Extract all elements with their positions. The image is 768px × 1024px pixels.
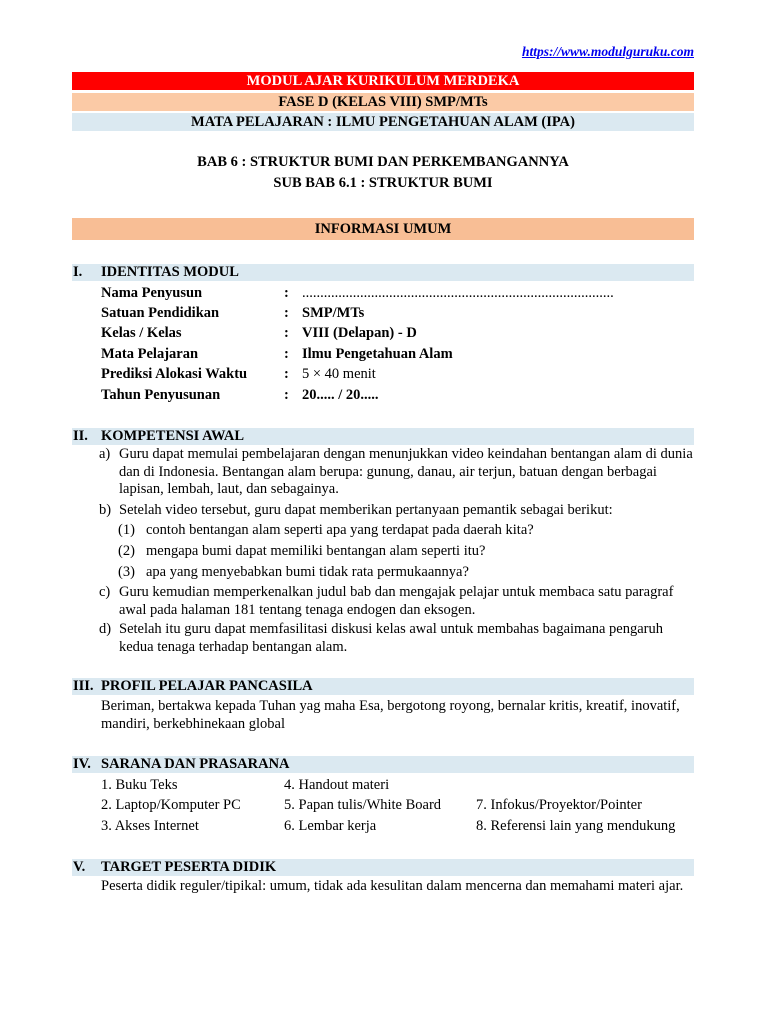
identity-label: Nama Penyusun — [101, 285, 203, 301]
identity-colon: : — [284, 387, 289, 403]
section-kompetensi-heading — [72, 428, 694, 445]
question-marker: (2) — [118, 543, 135, 559]
section-number: I. — [73, 264, 83, 280]
list-marker: d) — [99, 621, 112, 637]
identity-label: Kelas / Kelas — [101, 325, 182, 341]
list-item — [101, 621, 701, 656]
general-info-heading: INFORMASI UMUM — [72, 218, 694, 240]
section-title: PROFIL PELAJAR PANCASILA — [101, 678, 313, 694]
list-text: Guru dapat memulai pembelajaran dengan menunjukkan video keindahan bentangan alam di dunia dan di Indonesia. Bentangan alam berupa: gunung, danau, air terjun, batuan dengan berbagai lapisan, lembah, laut, dan sebagainya. — [119, 446, 693, 497]
facility-item: 5. Papan tulis/White Board — [284, 797, 442, 813]
facility-item: 7. Infokus/Proyektor/Pointer — [476, 797, 642, 813]
facility-item: 8. Referensi lain yang mendukung — [476, 818, 676, 834]
target-text: Peserta didik reguler/tipikal: umum, tidak ada kesulitan dalam mencerna dan memahami materi ajar. — [101, 878, 684, 894]
section-title: SARANA DAN PRASARANA — [101, 756, 290, 772]
question-item — [118, 541, 485, 561]
section-identitas-heading — [72, 264, 694, 281]
section-sarana-heading — [72, 756, 694, 773]
facility-item: 4. Handout materi — [284, 777, 390, 793]
identity-label: Tahun Penyusunan — [101, 387, 221, 403]
list-marker: a) — [99, 446, 111, 462]
phase-band: FASE D (KELAS VIII) SMP/MTs — [72, 93, 694, 111]
question-item — [118, 520, 534, 540]
list-item — [101, 584, 701, 619]
question-marker: (3) — [118, 564, 135, 580]
identity-colon: : — [284, 305, 289, 321]
section-number: II. — [73, 428, 88, 444]
module-title-band: MODUL AJAR KURIKULUM MERDEKA — [72, 72, 694, 90]
section-number: III. — [73, 678, 94, 694]
identity-value-author: ...................................................................................... — [302, 285, 614, 301]
section-number: V. — [73, 859, 86, 875]
list-marker: b) — [99, 502, 112, 518]
facility-item: 6. Lembar kerja — [284, 818, 377, 834]
identity-colon: : — [284, 366, 289, 382]
list-item — [101, 502, 701, 520]
list-item — [101, 446, 701, 499]
section-number: IV. — [73, 756, 91, 772]
section-title: IDENTITAS MODUL — [101, 264, 239, 280]
facility-item: 2. Laptop/Komputer PC — [101, 797, 241, 813]
identity-value-year: 20..... / 20..... — [302, 387, 379, 403]
question-marker: (1) — [118, 522, 135, 538]
profil-text: Beriman, bertakwa kepada Tuhan yag maha Esa, bergotong royong, bernalar kritis, kreatif, inovatif, mandiri, berkebhinekaan global — [101, 698, 680, 732]
identity-colon: : — [284, 325, 289, 341]
list-marker: c) — [99, 584, 111, 600]
section-target-heading — [72, 859, 694, 876]
list-text: Setelah itu guru dapat memfasilitasi diskusi kelas awal untuk membahas bagaimana pengaruh kedua tenaga terhadap bentangan alam. — [119, 621, 664, 655]
section-profil-heading — [72, 678, 694, 695]
identity-value-school: SMP/MTs — [302, 305, 365, 321]
question-item — [118, 562, 469, 582]
identity-value-subject: Ilmu Pengetahuan Alam — [302, 346, 453, 362]
identity-label: Mata Pelajaran — [101, 346, 199, 362]
identity-colon: : — [284, 346, 289, 362]
section-title: KOMPETENSI AWAL — [101, 428, 245, 444]
identity-label: Satuan Pendidikan — [101, 305, 220, 321]
identity-value-class: VIII (Delapan) - D — [302, 325, 417, 341]
facility-item: 1. Buku Teks — [101, 777, 178, 793]
identity-value-time: 5 × 40 menit — [302, 366, 376, 382]
section-title: TARGET PESERTA DIDIK — [101, 859, 277, 875]
subchapter-title: SUB BAB 6.1 : STRUKTUR BUMI — [273, 175, 493, 191]
facility-item: 3. Akses Internet — [101, 818, 199, 834]
list-text: Guru kemudian memperkenalkan judul bab dan mengajak pelajar untuk membaca satu paragraf awal pada halaman 181 tentang tenaga endogen dan eksogen. — [119, 584, 674, 618]
identity-label: Prediksi Alokasi Waktu — [101, 366, 248, 382]
question-text: contoh bentangan alam seperti apa yang terdapat pada daerah kita? — [146, 522, 534, 538]
identity-colon: : — [284, 285, 289, 301]
question-text: apa yang menyebabkan bumi tidak rata permukaannya? — [146, 564, 469, 580]
list-text: Setelah video tersebut, guru dapat memberikan pertanyaan pemantik sebagai berikut: — [119, 502, 613, 518]
subject-band: MATA PELAJARAN : ILMU PENGETAHUAN ALAM (IPA) — [72, 113, 694, 131]
website-link[interactable]: https://www.modulguruku.com — [521, 44, 694, 59]
chapter-title: BAB 6 : STRUKTUR BUMI DAN PERKEMBANGANNYA — [197, 154, 569, 170]
question-text: mengapa bumi dapat memiliki bentangan alam seperti itu? — [146, 543, 486, 559]
